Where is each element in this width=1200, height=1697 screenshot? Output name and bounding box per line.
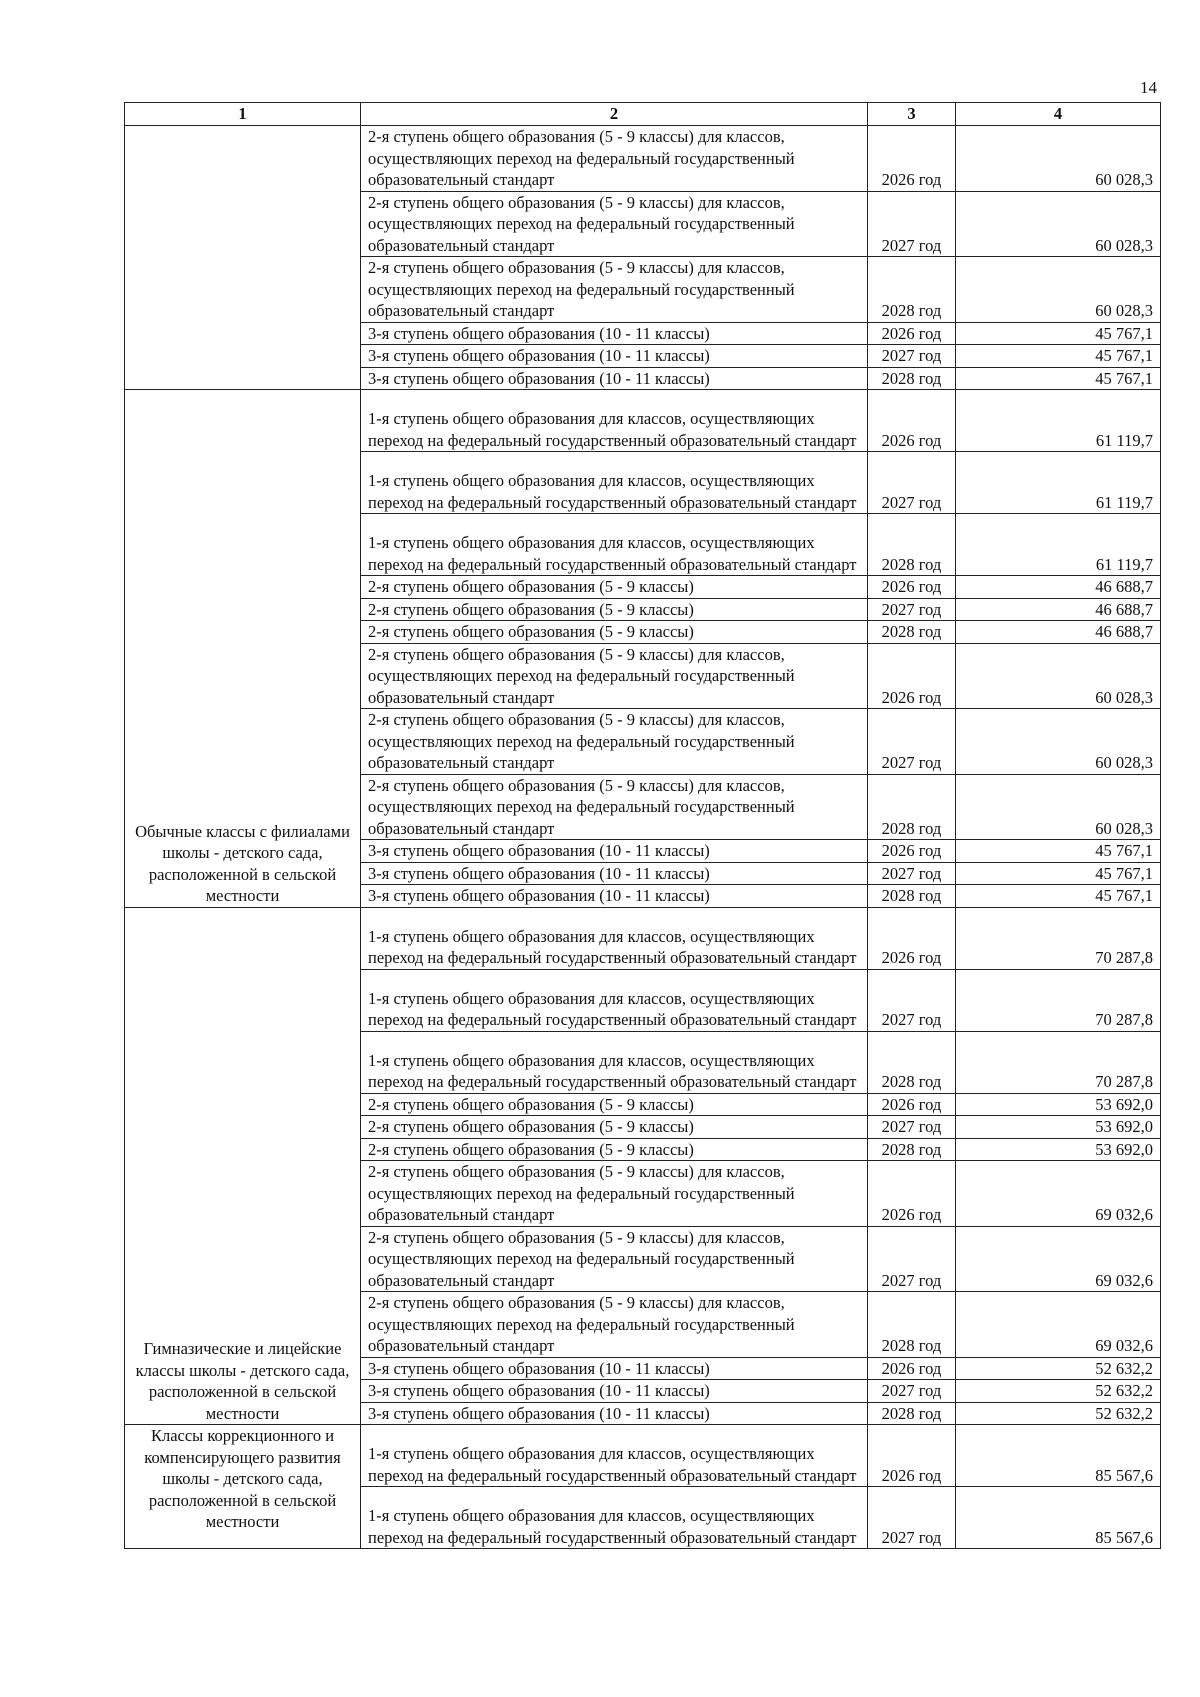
education-level-cell: 2-я ступень общего образования (5 - 9 классы) <box>361 576 868 599</box>
table-row <box>125 390 1161 452</box>
education-level-cell: 3-я ступень общего образования (10 - 11 классы) <box>361 1402 868 1425</box>
education-level-cell: 2-я ступень общего образования (5 - 9 классы) для классов, осуществляющих переход на федеральный государственный образовательный стандарт <box>361 1226 868 1292</box>
education-level-cell: 2-я ступень общего образования (5 - 9 классы) для классов, осуществляющих переход на федеральный государственный образовательный стандарт <box>361 126 868 192</box>
amount-cell: 45 767,1 <box>956 322 1161 345</box>
year-cell: 2026 год <box>868 907 956 969</box>
year-cell: 2027 год <box>868 598 956 621</box>
education-level-cell: 3-я ступень общего образования (10 - 11 классы) <box>361 345 868 368</box>
year-cell: 2026 год <box>868 390 956 452</box>
year-cell: 2027 год <box>868 191 956 257</box>
category-cell: Классы коррекционного и компенсирующего развития школы - детского сада, расположенной в сельской местности <box>125 1425 361 1549</box>
amount-cell: 60 028,3 <box>956 126 1161 192</box>
year-cell: 2028 год <box>868 621 956 644</box>
year-cell: 2027 год <box>868 1116 956 1139</box>
table-body <box>125 126 1161 1549</box>
education-level-cell: 1-я ступень общего образования для классов, осуществляющих переход на федеральный государственный образовательный стандарт <box>361 969 868 1031</box>
education-level-cell: 3-я ступень общего образования (10 - 11 классы) <box>361 840 868 863</box>
column-header-1: 1 <box>125 103 361 126</box>
amount-cell: 60 028,3 <box>956 774 1161 840</box>
amount-cell: 45 767,1 <box>956 885 1161 908</box>
year-cell: 2027 год <box>868 1226 956 1292</box>
amount-cell: 45 767,1 <box>956 345 1161 368</box>
education-level-cell: 3-я ступень общего образования (10 - 11 классы) <box>361 322 868 345</box>
amount-cell: 61 119,7 <box>956 452 1161 514</box>
year-cell: 2026 год <box>868 1425 956 1487</box>
category-cell: Гимназические и лицейские классы школы - детского сада, расположенной в сельской местности <box>125 907 361 1425</box>
education-level-cell: 3-я ступень общего образования (10 - 11 классы) <box>361 1357 868 1380</box>
year-cell: 2027 год <box>868 1487 956 1549</box>
education-level-cell: 2-я ступень общего образования (5 - 9 классы) для классов, осуществляющих переход на федеральный государственный образовательный стандарт <box>361 709 868 775</box>
amount-cell: 60 028,3 <box>956 257 1161 323</box>
year-cell: 2026 год <box>868 1161 956 1227</box>
education-level-cell: 1-я ступень общего образования для классов, осуществляющих переход на федеральный государственный образовательный стандарт <box>361 1031 868 1093</box>
year-cell: 2028 год <box>868 1402 956 1425</box>
education-level-cell: 1-я ступень общего образования для классов, осуществляющих переход на федеральный государственный образовательный стандарт <box>361 390 868 452</box>
year-cell: 2027 год <box>868 862 956 885</box>
amount-cell: 69 032,6 <box>956 1226 1161 1292</box>
amount-cell: 53 692,0 <box>956 1138 1161 1161</box>
amount-cell: 45 767,1 <box>956 840 1161 863</box>
education-level-cell: 3-я ступень общего образования (10 - 11 классы) <box>361 885 868 908</box>
amount-cell: 70 287,8 <box>956 969 1161 1031</box>
amount-cell: 46 688,7 <box>956 598 1161 621</box>
education-level-cell: 2-я ступень общего образования (5 - 9 классы) <box>361 1093 868 1116</box>
year-cell: 2026 год <box>868 840 956 863</box>
education-level-cell: 2-я ступень общего образования (5 - 9 классы) для классов, осуществляющих переход на федеральный государственный образовательный стандарт <box>361 1292 868 1358</box>
year-cell: 2026 год <box>868 322 956 345</box>
year-cell: 2028 год <box>868 1031 956 1093</box>
education-level-cell: 2-я ступень общего образования (5 - 9 классы) для классов, осуществляющих переход на федеральный государственный образовательный стандарт <box>361 257 868 323</box>
education-level-cell: 2-я ступень общего образования (5 - 9 классы) для классов, осуществляющих переход на федеральный государственный образовательный стандарт <box>361 191 868 257</box>
amount-cell: 60 028,3 <box>956 709 1161 775</box>
education-level-cell: 2-я ступень общего образования (5 - 9 классы) для классов, осуществляющих переход на федеральный государственный образовательный стандарт <box>361 643 868 709</box>
page-number: 14 <box>1140 78 1157 97</box>
education-level-cell: 1-я ступень общего образования для классов, осуществляющих переход на федеральный государственный образовательный стандарт <box>361 907 868 969</box>
education-level-cell: 2-я ступень общего образования (5 - 9 классы) <box>361 598 868 621</box>
education-level-cell: 1-я ступень общего образования для классов, осуществляющих переход на федеральный государственный образовательный стандарт <box>361 452 868 514</box>
education-level-cell: 2-я ступень общего образования (5 - 9 классы) <box>361 1138 868 1161</box>
amount-cell: 69 032,6 <box>956 1292 1161 1358</box>
year-cell: 2027 год <box>868 969 956 1031</box>
education-level-cell: 2-я ступень общего образования (5 - 9 классы) <box>361 1116 868 1139</box>
education-level-cell: 2-я ступень общего образования (5 - 9 классы) для классов, осуществляющих переход на федеральный государственный образовательный стандарт <box>361 774 868 840</box>
table-row <box>125 907 1161 969</box>
education-level-cell: 3-я ступень общего образования (10 - 11 классы) <box>361 862 868 885</box>
table-row <box>125 1425 1161 1487</box>
amount-cell: 53 692,0 <box>956 1093 1161 1116</box>
year-cell: 2028 год <box>868 1292 956 1358</box>
year-cell: 2026 год <box>868 1357 956 1380</box>
column-header-2: 2 <box>361 103 868 126</box>
year-cell: 2026 год <box>868 1093 956 1116</box>
amount-cell: 69 032,6 <box>956 1161 1161 1227</box>
year-cell: 2028 год <box>868 1138 956 1161</box>
amount-cell: 61 119,7 <box>956 390 1161 452</box>
year-cell: 2027 год <box>868 709 956 775</box>
category-cell <box>125 126 361 390</box>
amount-cell: 60 028,3 <box>956 191 1161 257</box>
year-cell: 2026 год <box>868 576 956 599</box>
column-header-3: 3 <box>868 103 956 126</box>
tariff-table <box>124 102 1161 1549</box>
year-cell: 2028 год <box>868 257 956 323</box>
year-cell: 2027 год <box>868 452 956 514</box>
year-cell: 2026 год <box>868 126 956 192</box>
education-level-cell: 1-я ступень общего образования для классов, осуществляющих переход на федеральный государственный образовательный стандарт <box>361 1487 868 1549</box>
year-cell: 2028 год <box>868 367 956 390</box>
category-cell: Обычные классы с филиалами школы - детского сада, расположенной в сельской местности <box>125 390 361 908</box>
amount-cell: 52 632,2 <box>956 1402 1161 1425</box>
amount-cell: 70 287,8 <box>956 907 1161 969</box>
amount-cell: 53 692,0 <box>956 1116 1161 1139</box>
amount-cell: 61 119,7 <box>956 514 1161 576</box>
amount-cell: 52 632,2 <box>956 1380 1161 1403</box>
amount-cell: 60 028,3 <box>956 643 1161 709</box>
education-level-cell: 3-я ступень общего образования (10 - 11 классы) <box>361 1380 868 1403</box>
education-level-cell: 1-я ступень общего образования для классов, осуществляющих переход на федеральный государственный образовательный стандарт <box>361 514 868 576</box>
year-cell: 2028 год <box>868 774 956 840</box>
amount-cell: 52 632,2 <box>956 1357 1161 1380</box>
amount-cell: 45 767,1 <box>956 367 1161 390</box>
year-cell: 2028 год <box>868 514 956 576</box>
education-level-cell: 2-я ступень общего образования (5 - 9 классы) для классов, осуществляющих переход на федеральный государственный образовательный стандарт <box>361 1161 868 1227</box>
amount-cell: 85 567,6 <box>956 1425 1161 1487</box>
amount-cell: 85 567,6 <box>956 1487 1161 1549</box>
year-cell: 2027 год <box>868 345 956 368</box>
amount-cell: 46 688,7 <box>956 576 1161 599</box>
amount-cell: 70 287,8 <box>956 1031 1161 1093</box>
table-header-row <box>125 103 1161 126</box>
education-level-cell: 1-я ступень общего образования для классов, осуществляющих переход на федеральный государственный образовательный стандарт <box>361 1425 868 1487</box>
education-level-cell: 3-я ступень общего образования (10 - 11 классы) <box>361 367 868 390</box>
table-row <box>125 126 1161 192</box>
education-level-cell: 2-я ступень общего образования (5 - 9 классы) <box>361 621 868 644</box>
year-cell: 2026 год <box>868 643 956 709</box>
year-cell: 2027 год <box>868 1380 956 1403</box>
amount-cell: 46 688,7 <box>956 621 1161 644</box>
year-cell: 2028 год <box>868 885 956 908</box>
column-header-4: 4 <box>956 103 1161 126</box>
amount-cell: 45 767,1 <box>956 862 1161 885</box>
